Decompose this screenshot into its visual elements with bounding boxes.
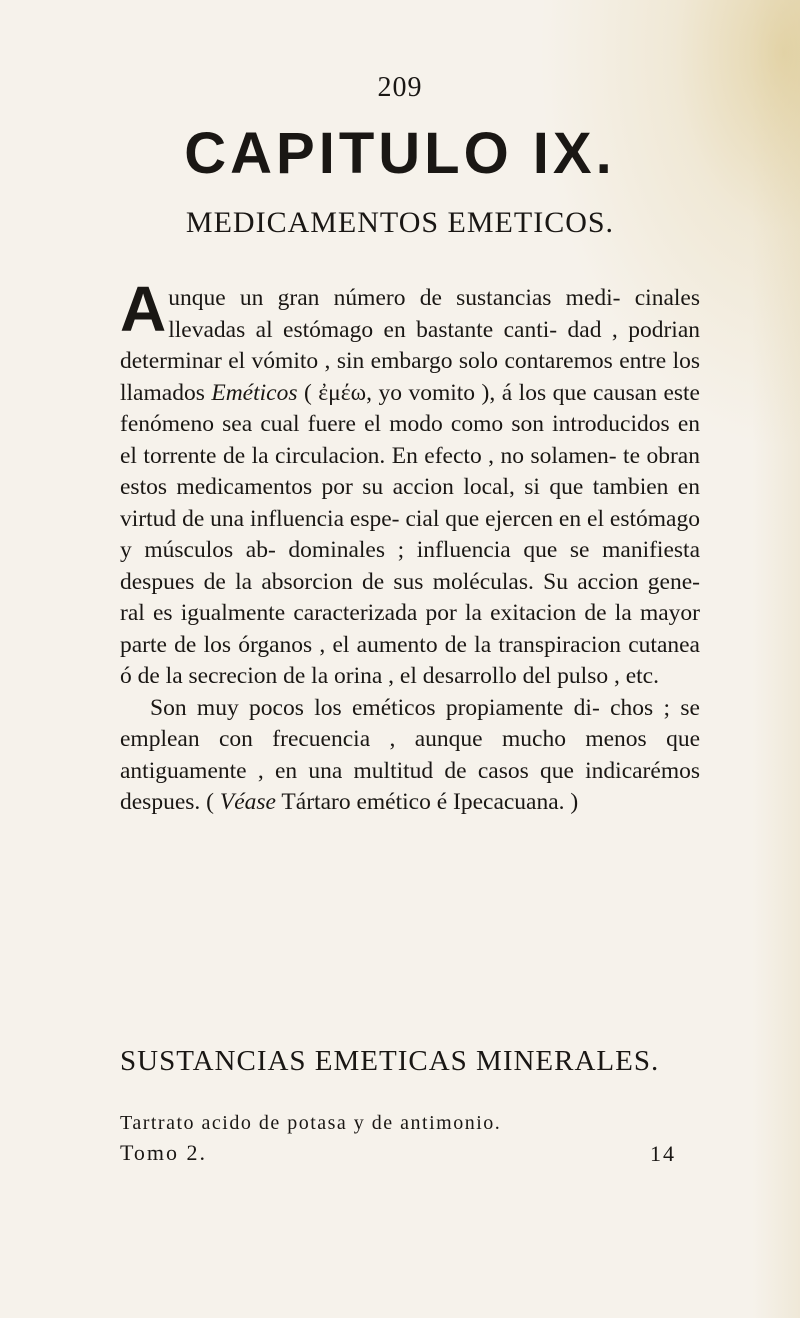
emeticos-term: Eméticos [211, 379, 298, 406]
paragraph-2-end: Tártaro emético é Ipecacuana. ) [275, 789, 579, 815]
minerals-heading: SUSTANCIAS EMETICAS MINERALES. [120, 1045, 660, 1077]
section-title: MEDICAMENTOS EMETICOS. [185, 206, 615, 239]
body-text [120, 273, 700, 819]
drop-cap: A [120, 273, 167, 345]
tartrato-entry: Tartrato acido de potasa y de antimonio. [120, 1112, 502, 1134]
volume-label: Tomo 2. [120, 1140, 208, 1165]
paragraph-1-start: unque un gran número de sustancias medi- cinales llevadas al estómago en bastante canti- dad , podrian determinar el vómito , sin embargo solo contaremos entre los llamados [120, 285, 700, 406]
page-number: 209 [377, 72, 423, 103]
paragraph-1-end: ( ἐμέω, yo vomito ), á los que causan este fenómeno sea cual fuere el modo como son introducidos en el torrente de la circulacion. En efecto , no solamen- te obran estos medicamentos por su accion local, si que tambien en virtud de una influencia espe- cial que ejercen en el estómago y músculos ab- dominales ; influencia que se manifiesta despues de la absorcion de sus moléculas. Su accion gene- ral es igualmente caracterizada por la exitacion de la mayor parte de los órganos , el aumento de la transpiracion cutanea ó de la secrecion de la orina , el desarrollo del pulso , etc. [120, 379, 700, 689]
signature-mark: 14 [650, 1141, 676, 1166]
vease-reference: Véase [219, 789, 276, 815]
paragraph-2 [120, 693, 700, 819]
paragraph-2-start: Son muy pocos los eméticos propiamente di- chos ; se emplean con frecuencia , aunque mucho menos que antiguamente , en una multitud de casos que indicarémos despues. ( [120, 694, 700, 815]
chapter-title: CAPITULO IX. [184, 121, 616, 186]
paragraph-1 [120, 273, 700, 693]
